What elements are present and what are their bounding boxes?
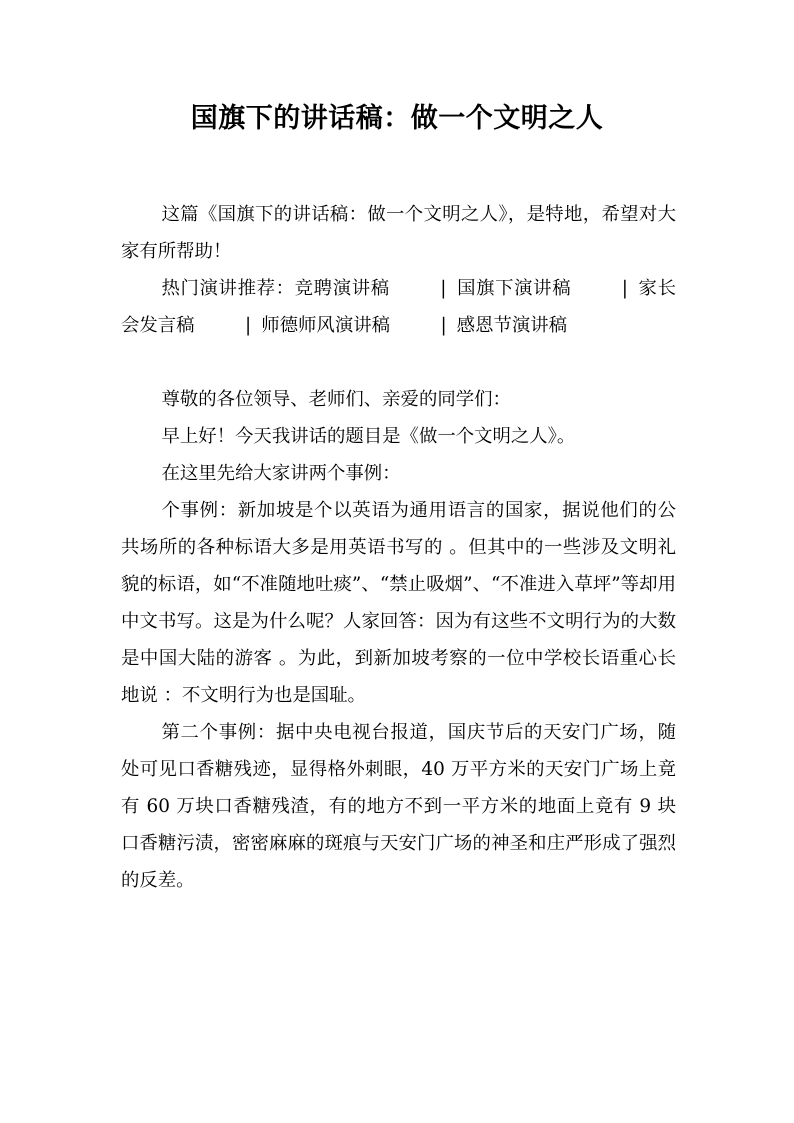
separator: | — [245, 315, 252, 336]
example-one-paragraph: 个事例：新加坡是个以英语为通用语言的国家，据说他们的公共场所的各种标语大多是用英语书写的 。但其中的一些涉及文明礼貌的标语，如“不准随地吐痰”、“禁止吸烟”、“不准进入草坪”等却用中文书写。这是为什么呢？人家回答：因为有这些不文明行为的大数是中国大陆的游客 。为此，到新加坡考察的一位中学校长语重心长地说 ：不文明行为也是国耻。 — [121, 500, 676, 706]
separator: | — [621, 278, 628, 299]
intro-paragraph: 这篇《国旗下的讲话稿：做一个文明之人》，是特地，希望对大家有所帮助！ — [121, 204, 676, 262]
link-thanksgiving-speech[interactable]: 感恩节演讲稿 — [456, 315, 568, 336]
separator: | — [440, 278, 447, 299]
document-body — [121, 196, 676, 899]
example-two-paragraph: 第二个事例：据中央电视台报道，国庆节后的天安门广场，随处可见口香糖残迹，显得格外刺眼，40 万平方米的天安门广场上竟有 60 万块口香糖残渣，有的地方不到一平方米的地面上竟有 9 块口香糖污渍，密密麻麻的斑痕与天安门广场的神圣和庄严形成了强烈的反差。 — [121, 722, 676, 891]
greeting-paragraph: 早上好！今天我讲话的题目是《做一个文明之人》。 — [161, 426, 576, 447]
link-flag-speech[interactable]: 国旗下演讲稿 — [456, 278, 572, 299]
hot-recommendations — [121, 270, 676, 344]
link-parent-meeting-speech[interactable]: 家长会发言稿 — [121, 278, 676, 336]
separator: | — [440, 315, 447, 336]
link-teacher-ethics-speech[interactable]: 师德师风演讲稿 — [261, 315, 390, 336]
link-competition-speech[interactable]: 竞聘演讲稿 — [294, 278, 390, 299]
hot-label: 热门演讲推荐： — [161, 278, 295, 299]
salutation-paragraph: 尊敬的各位领导、老师们、亲爱的同学们： — [161, 389, 511, 410]
document-title: 国旗下的讲话稿：做一个文明之人 — [190, 103, 604, 134]
intro-examples-paragraph: 在这里先给大家讲两个事例： — [161, 463, 401, 484]
